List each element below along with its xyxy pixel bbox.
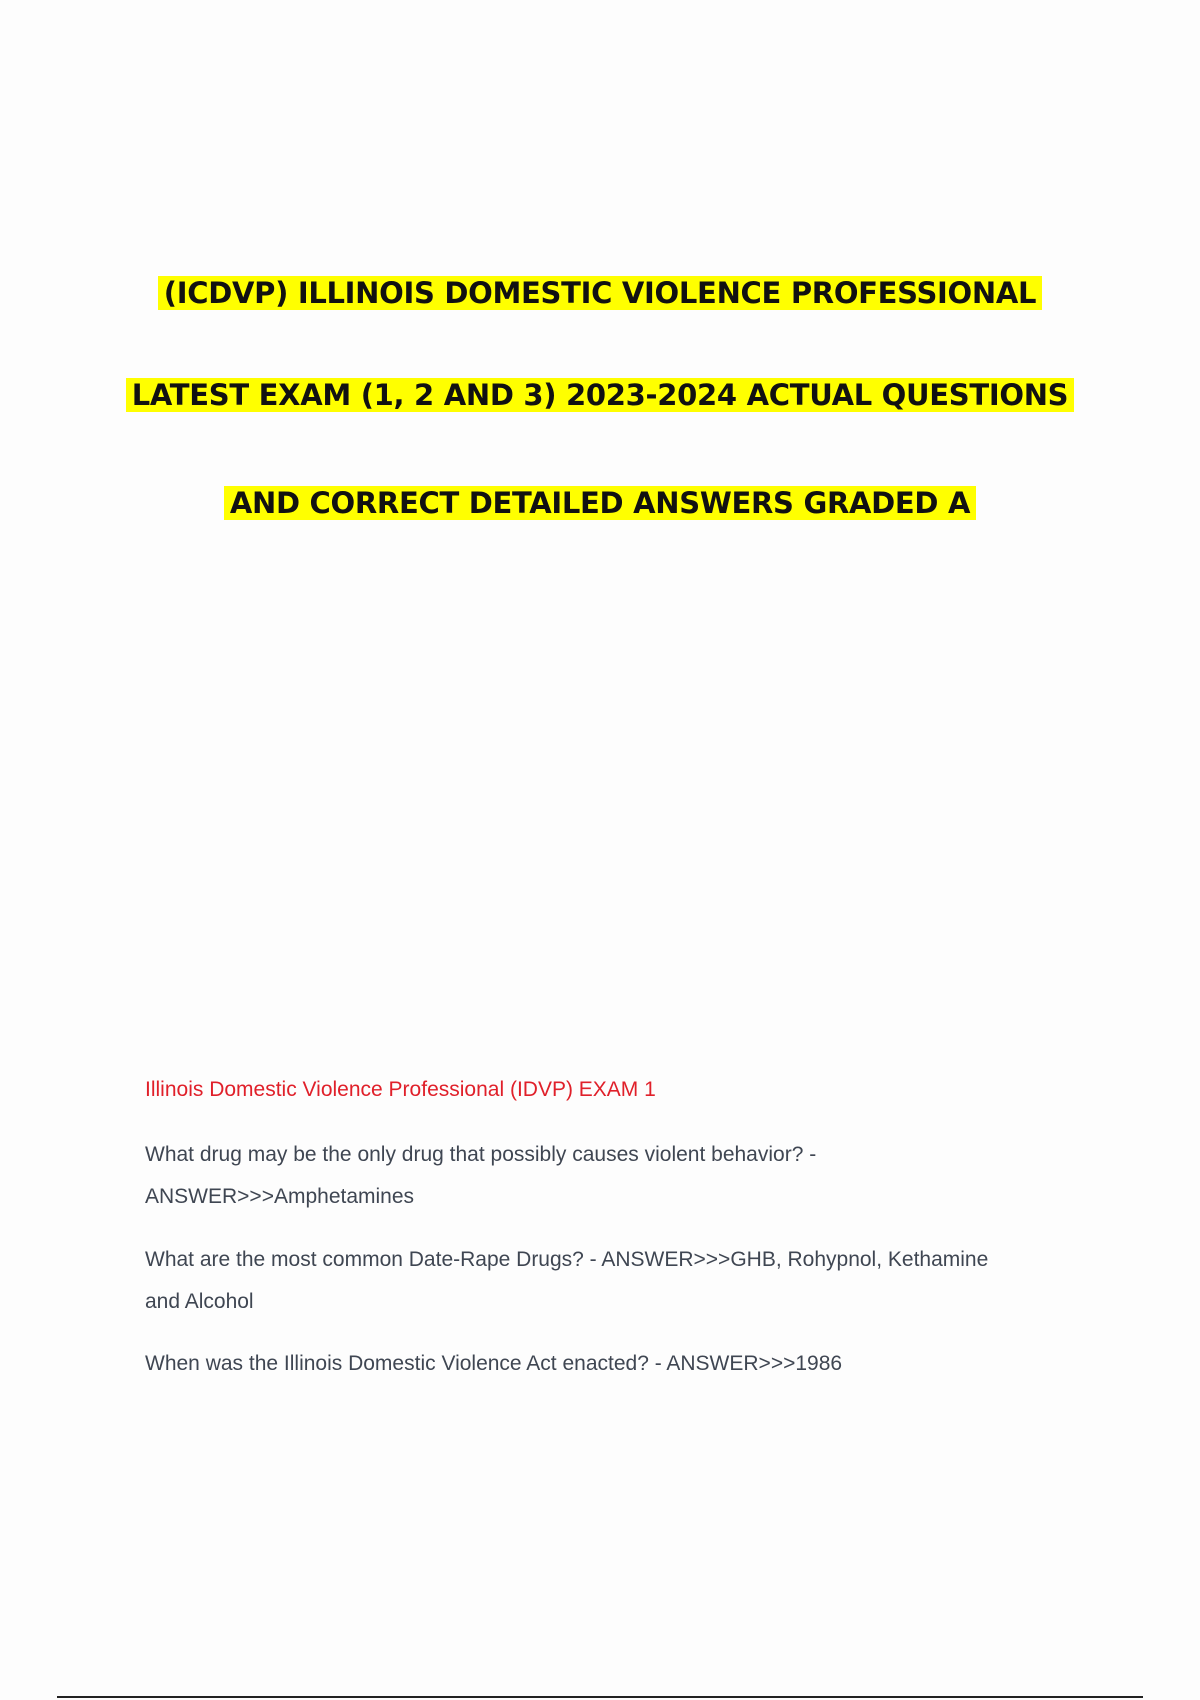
question-2: What are the most common Date-Rape Drugs? - ANSWER>>>GHB, Rohypnol, Kethamine and Alcohol [145,1248,989,1313]
title-line-1-text: (ICDVP) ILLINOIS DOMESTIC VIOLENCE PROFESSIONAL [158,276,1042,310]
title-line-1 [0,270,1200,316]
question-3: When was the Illinois Domestic Violence Act enacted? - ANSWER>>>1986 [145,1352,843,1375]
title-line-2-text: LATEST EXAM (1, 2 AND 3) 2023-2024 ACTUAL QUESTIONS [126,378,1075,412]
footer-rule [57,1696,1143,1698]
question-1: What drug may be the only drug that possibly causes violent behavior? - ANSWER>>>Amphetamines [145,1143,817,1208]
title-line-2 [0,372,1200,418]
section-heading: Illinois Domestic Violence Professional (IDVP) EXAM 1 [145,1078,656,1101]
title-line-3 [0,480,1200,526]
title-line-3-text: AND CORRECT DETAILED ANSWERS GRADED A [224,486,976,520]
